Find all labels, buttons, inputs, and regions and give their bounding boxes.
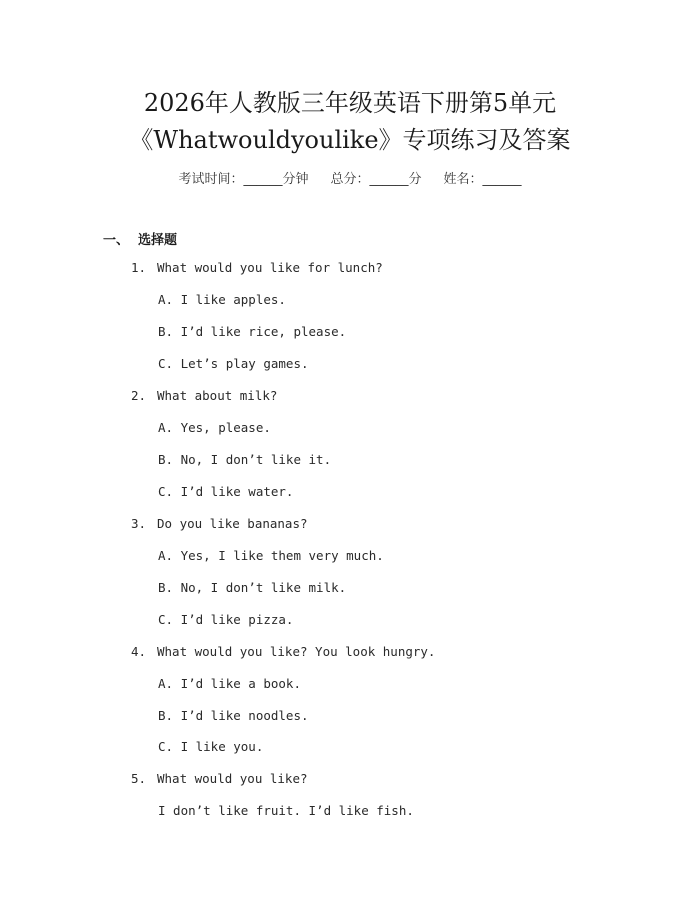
- exam-time: 考试时间：______分钟: [178, 172, 309, 187]
- question-option: A. I like apples.: [158, 292, 286, 307]
- question-text: What would you like?: [157, 771, 308, 786]
- question-text: Do you like bananas?: [157, 516, 308, 531]
- question-option: B. I’d like noodles.: [158, 708, 309, 723]
- exam-info: [0, 168, 700, 187]
- question-number: 3.: [131, 516, 147, 531]
- question-number: 4.: [131, 644, 147, 659]
- question-continuation: I don’t like fruit. I’d like fish.: [158, 803, 414, 818]
- question-text: What would you like for lunch?: [157, 260, 383, 275]
- question-option: C. I’d like water.: [158, 484, 294, 499]
- section-title: 选择题: [138, 233, 178, 248]
- question-option: A. Yes, I like them very much.: [158, 548, 384, 563]
- question-option: C. I’d like pizza.: [158, 612, 294, 627]
- question-option: B. No, I don’t like milk.: [158, 580, 347, 595]
- student-name: 姓名：______: [443, 172, 522, 187]
- question-option: C. Let’s play games.: [158, 356, 309, 371]
- question-option: C. I like you.: [158, 739, 264, 754]
- section-number: 一、: [103, 233, 130, 248]
- question-option: B. No, I don’t like it.: [158, 452, 332, 467]
- total-score: 总分：______分: [330, 172, 422, 187]
- document-title-line2: 《Whatwouldyoulike》专项练习及答案: [129, 126, 571, 154]
- question-number: 1.: [131, 260, 147, 275]
- question-text: What would you like? You look hungry.: [157, 644, 436, 659]
- question-number: 2.: [131, 388, 147, 403]
- question-number: 5.: [131, 771, 147, 786]
- question-option: A. Yes, please.: [158, 420, 271, 435]
- document-title-line1: 2026年人教版三年级英语下册第5单元: [143, 89, 557, 117]
- question-option: B. I’d like rice, please.: [158, 324, 347, 339]
- question-text: What about milk?: [157, 388, 278, 403]
- section-heading: [103, 229, 177, 248]
- question-option: A. I’d like a book.: [158, 676, 301, 691]
